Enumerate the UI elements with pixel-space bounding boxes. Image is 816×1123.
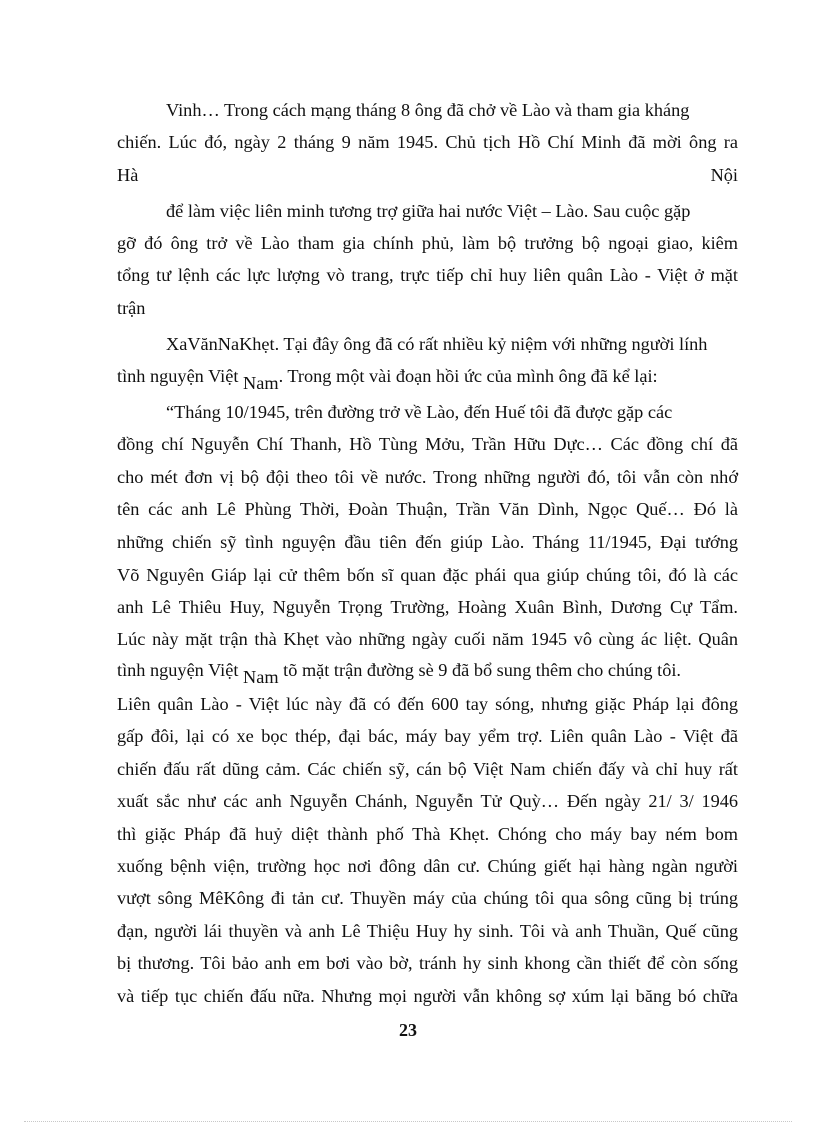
text-line: Vinh… Trong cách mạng tháng 8 ông đã chở về Lào và tham gia kháng (166, 100, 690, 120)
text-line: và tiếp tục chiến đấu nữa. Nhưng mọi người vẫn không sợ xúm lại băng bó chữa (117, 986, 738, 1006)
text-line: Liên quân Lào - Việt lúc này đã có đến 600 tay sóng, nhưng giặc Pháp lại đông (117, 694, 738, 714)
text-line: XaVănNaKhẹt. Tại đây ông đã có rất nhiều kỷ niệm với những người lính (166, 334, 708, 354)
text-line: Lúc này mặt trận thà Khẹt vào những ngày cuối năm 1945 vô cùng ác liệt. Quân (117, 629, 738, 649)
text-line: những chiến sỹ tình nguyện đầu tiên đến giúp Lào. Tháng 11/1945, Đại tướng (117, 532, 738, 552)
text-line: chiến. Lúc đó, ngày 2 tháng 9 năm 1945. Chủ tịch Hồ Chí Minh đã mời ông ra (117, 132, 738, 152)
text-line: đồng chí Nguyễn Chí Thanh, Hồ Tùng Mởu, Trần Hữu Dực… Các đồng chí đã (117, 434, 738, 454)
text-line: anh Lê Thiêu Huy, Nguyễn Trọng Trường, Hoàng Xuân Bình, Dương Cự Tẩm. (117, 597, 738, 617)
text-line: tổng tư lệnh các lực lượng vò trang, trực tiếp chỉ huy liên quân Lào - Việt ở mặt (117, 265, 738, 285)
text-line: thì giặc Pháp đã huỷ diệt thành phố Thà Khẹt. Chóng cho máy bay ném bom (117, 824, 738, 844)
text-line: gấp đôi, lại có xe bọc thép, đại bác, máy bay yểm trợ. Liên quân Lào - Việt đã (117, 726, 738, 746)
text-line (117, 364, 658, 393)
text-line: chiến đấu rất dũng cảm. Các chiến sỹ, cán bộ Việt Nam chiến đấy và chỉ huy rất (117, 759, 738, 779)
text-line: gỡ đó ông trở về Lào tham gia chính phủ, làm bộ trưởng bộ ngoại giao, kiêm (117, 233, 738, 253)
page-bottom-divider (24, 1121, 792, 1122)
text-line: Võ Nguyên Giáp lại cử thêm bốn sĩ quan đặc phái qua giúp chúng tôi, đó là các (117, 565, 738, 585)
text-segment: . Trong một vài đoạn hồi ức của mình ông đã kể lại: (278, 366, 658, 386)
text-line: Hà (117, 165, 139, 185)
subscript-word: Nam (243, 373, 279, 393)
text-line: “Tháng 10/1945, trên đường trở về Lào, đến Huế tôi đã được gặp các (166, 402, 673, 422)
text-segment: tình nguyện Việt (117, 366, 239, 386)
text-line: xuống bệnh viện, trường học nơi đông dân cư. Chúng giết hại hàng ngàn người (117, 856, 738, 876)
text-line: Nội (710, 165, 738, 185)
text-line (117, 658, 738, 687)
subscript-word: Nam (243, 667, 279, 687)
page-number: 23 (399, 1020, 417, 1040)
text-segment: tình nguyện Việt (117, 660, 239, 680)
text-line: bị thương. Tôi bảo anh em bơi vào bờ, tránh hy sinh khong cần thiết để còn sống (117, 953, 738, 973)
text-line: trận (117, 298, 146, 318)
text-segment: tõ mặt trận đường sè 9 đã bổ sung thêm cho chúng tôi. (283, 660, 681, 680)
text-line: để làm việc liên minh tương trợ giữa hai nước Việt – Lào. Sau cuộc gặp (166, 201, 691, 221)
text-line: đạn, người lái thuyền và anh Lê Thiệu Huy hy sinh. Tôi và anh Thuần, Quế cũng (117, 921, 738, 941)
text-line: cho mét đơn vị bộ đội theo tôi về nước. Trong những người đó, tôi vẫn còn nhớ (117, 467, 738, 487)
text-line: vượt sông MêKông đi tản cư. Thuyền máy của chúng tôi qua sông cũng bị trúng (117, 888, 738, 908)
text-line: tên các anh Lê Phùng Thời, Đoàn Thuận, Trần Văn Dình, Ngọc Quế… Đó là (117, 499, 738, 519)
text-line: xuất sắc như các anh Nguyễn Chánh, Nguyễn Tử Quỳ… Đến ngày 21/ 3/ 1946 (117, 791, 738, 811)
